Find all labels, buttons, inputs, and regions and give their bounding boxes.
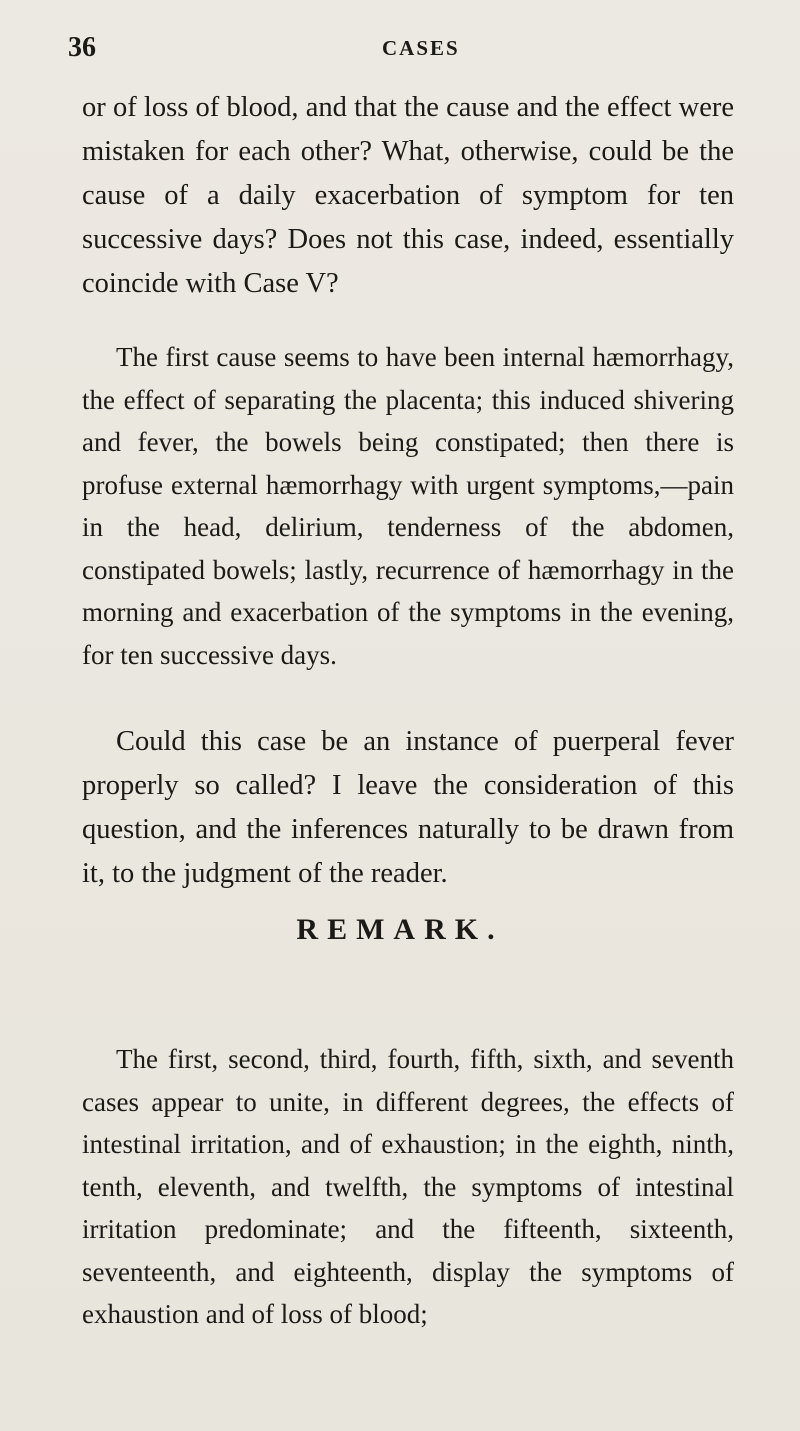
paragraph-puerperal-question: Could this case be an instance of puerperal fever properly so called? I leave the consideration of this question, and the inferences naturally to be drawn from it, to the judgment of the reader. (82, 726, 734, 889)
running-head (68, 32, 748, 72)
section-heading: REMARK. (296, 913, 504, 946)
running-title: CASES (382, 36, 460, 60)
paragraph-first-cause: The first cause seems to have been internal hæmorrhagy, the effect of separating the placenta; this induced shivering and fever, the bowels being constipated; then there is profuse external hæmorrhagy with urgent symptoms,—pain in the head, delirium, tenderness of the abdomen, constipated bowels; lastly, recurrence of hæmorrhagy in the morning and exacerbation of the symptoms in the evening, for ten successive days. (82, 342, 734, 670)
paragraph-continuation: or of loss of blood, and that the cause and the effect were mistaken for each other? What, otherwise, could be the cause of a daily exacerbation of symptom for ten successive days? Does not this case, indeed, essentially coincide with Case V? (82, 92, 734, 299)
paragraph-remark: The first, second, third, fourth, fifth, sixth, and seventh cases appear to unite, in different degrees, the effects of intestinal irritation, and of exhaustion; in the eighth, ninth, tenth, eleventh, and twelfth, the symptoms of intestinal irritation predominate; and the fifteenth, sixteenth, seventeenth, and eighteenth, display the symptoms of exhaustion and of loss of blood; (82, 1044, 734, 1329)
page-number: 36 (68, 32, 96, 63)
